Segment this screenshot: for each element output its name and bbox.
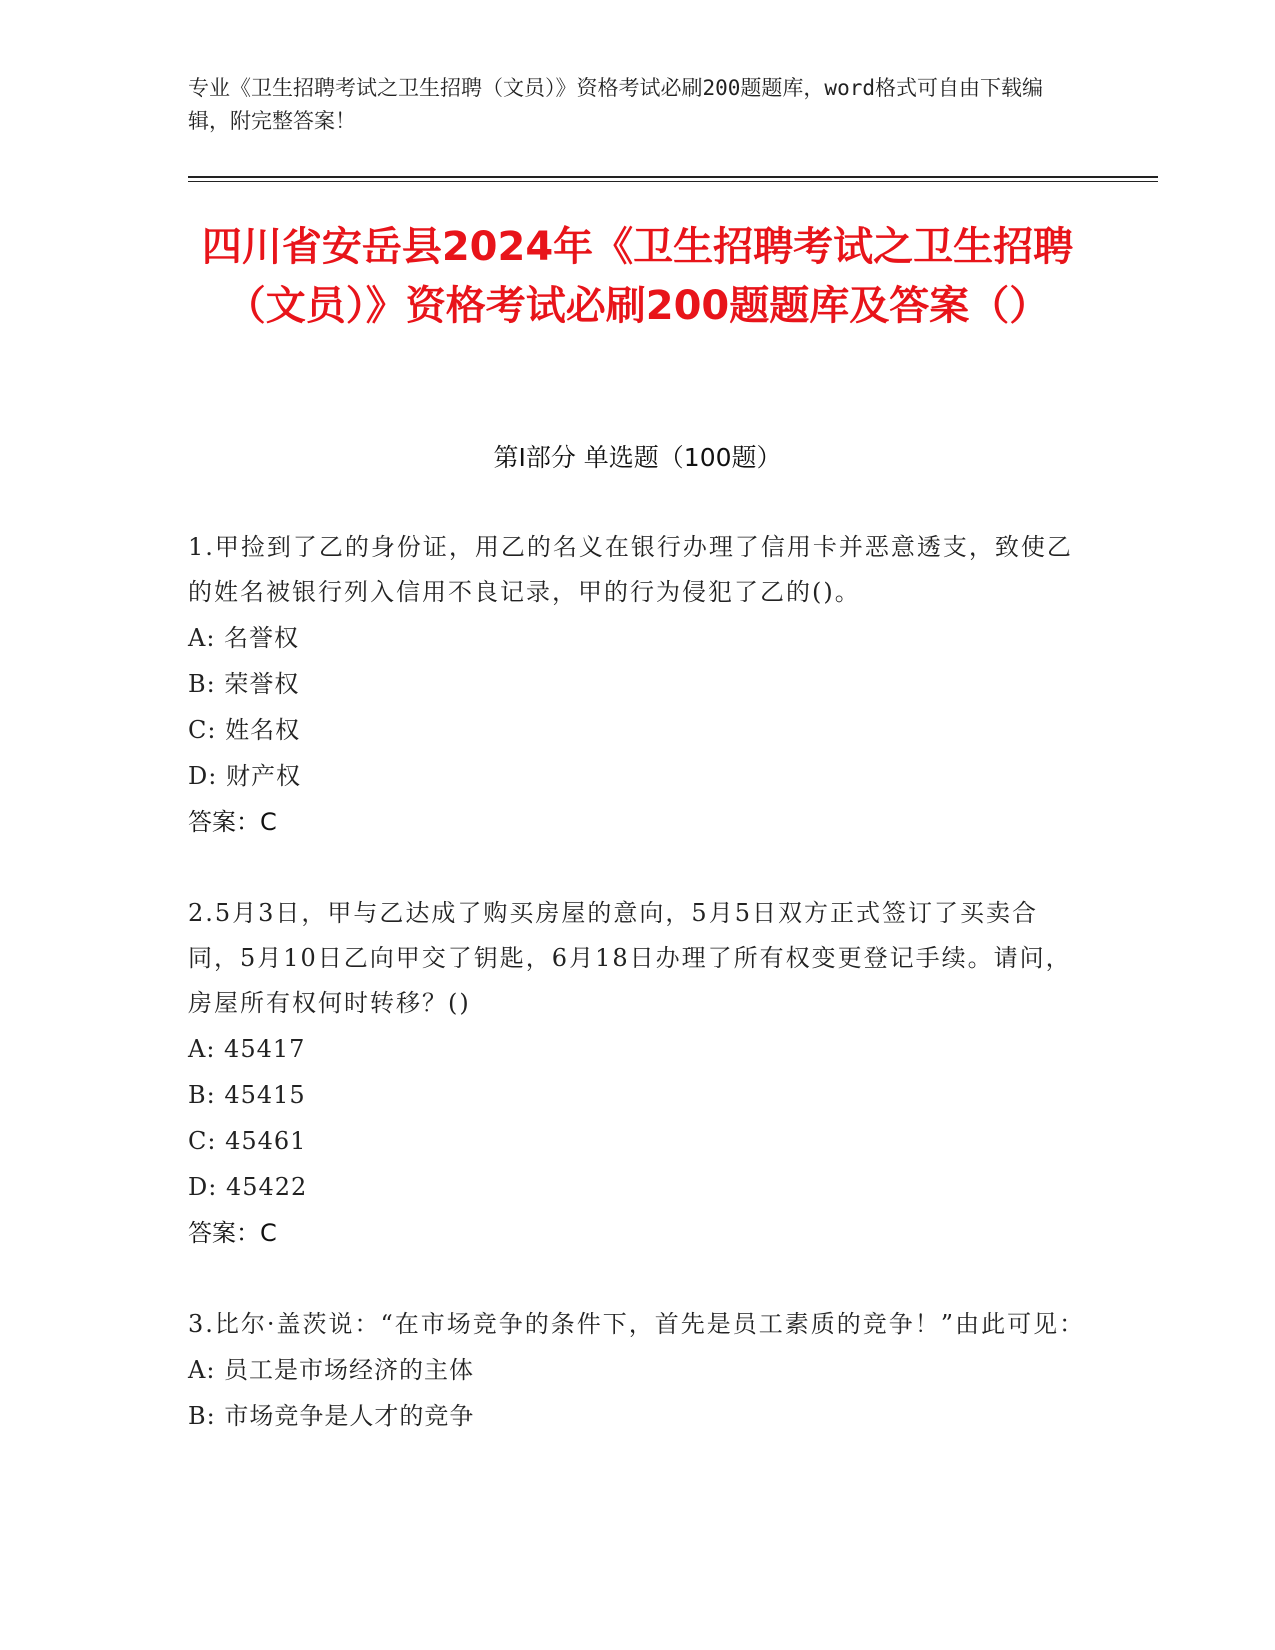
document-title: 四川省安岳县2024年《卫生招聘考试之卫生招聘（文员）》资格考试必刷200题题库及答案（） <box>201 224 1074 329</box>
header-note: 专业《卫生招聘考试之卫生招聘（文员）》资格考试必刷200题题库，word格式可自由下载编辑，附完整答案！ <box>188 76 1043 133</box>
question-2 <box>188 891 1088 1256</box>
option-a: A: 45417 <box>188 1035 306 1063</box>
option-d: D: 财产权 <box>188 762 301 790</box>
question-1 <box>188 525 1088 845</box>
option-c: C: 45461 <box>188 1127 307 1155</box>
option-b: B: 45415 <box>188 1081 306 1109</box>
question-3 <box>188 1302 1088 1439</box>
question-stem: 1.甲捡到了乙的身份证，用乙的名义在银行办理了信用卡并恶意透支，致使乙的姓名被银行列入信用不良记录，甲的行为侵犯了乙的()。 <box>188 533 1073 606</box>
question-stem: 2.5月3日，甲与乙达成了购买房屋的意向，5月5日双方正式签订了买卖合同，5月10日乙向甲交了钥匙，6月18日办理了所有权变更登记手续。请问，房屋所有权何时转移？() <box>188 899 1072 1017</box>
option-c: C: 姓名权 <box>188 716 301 744</box>
option-d: D: 45422 <box>188 1173 308 1201</box>
option-b: B: 市场竞争是人才的竞争 <box>188 1402 475 1430</box>
option-b: B: 荣誉权 <box>188 670 300 698</box>
header-divider-thin <box>188 181 1158 182</box>
option-a: A: 名誉权 <box>188 624 300 652</box>
header-divider-thick <box>188 176 1158 178</box>
section-title: 第Ⅰ部分 单选题（100题） <box>493 443 782 472</box>
question-stem: 3.比尔·盖茨说：“在市场竞争的条件下，首先是员工素质的竞争！”由此可见： <box>188 1310 1086 1338</box>
answer: 答案：C <box>188 1219 277 1247</box>
answer: 答案：C <box>188 808 277 836</box>
option-a: A: 员工是市场经济的主体 <box>188 1356 475 1384</box>
question-list <box>188 525 1088 1485</box>
